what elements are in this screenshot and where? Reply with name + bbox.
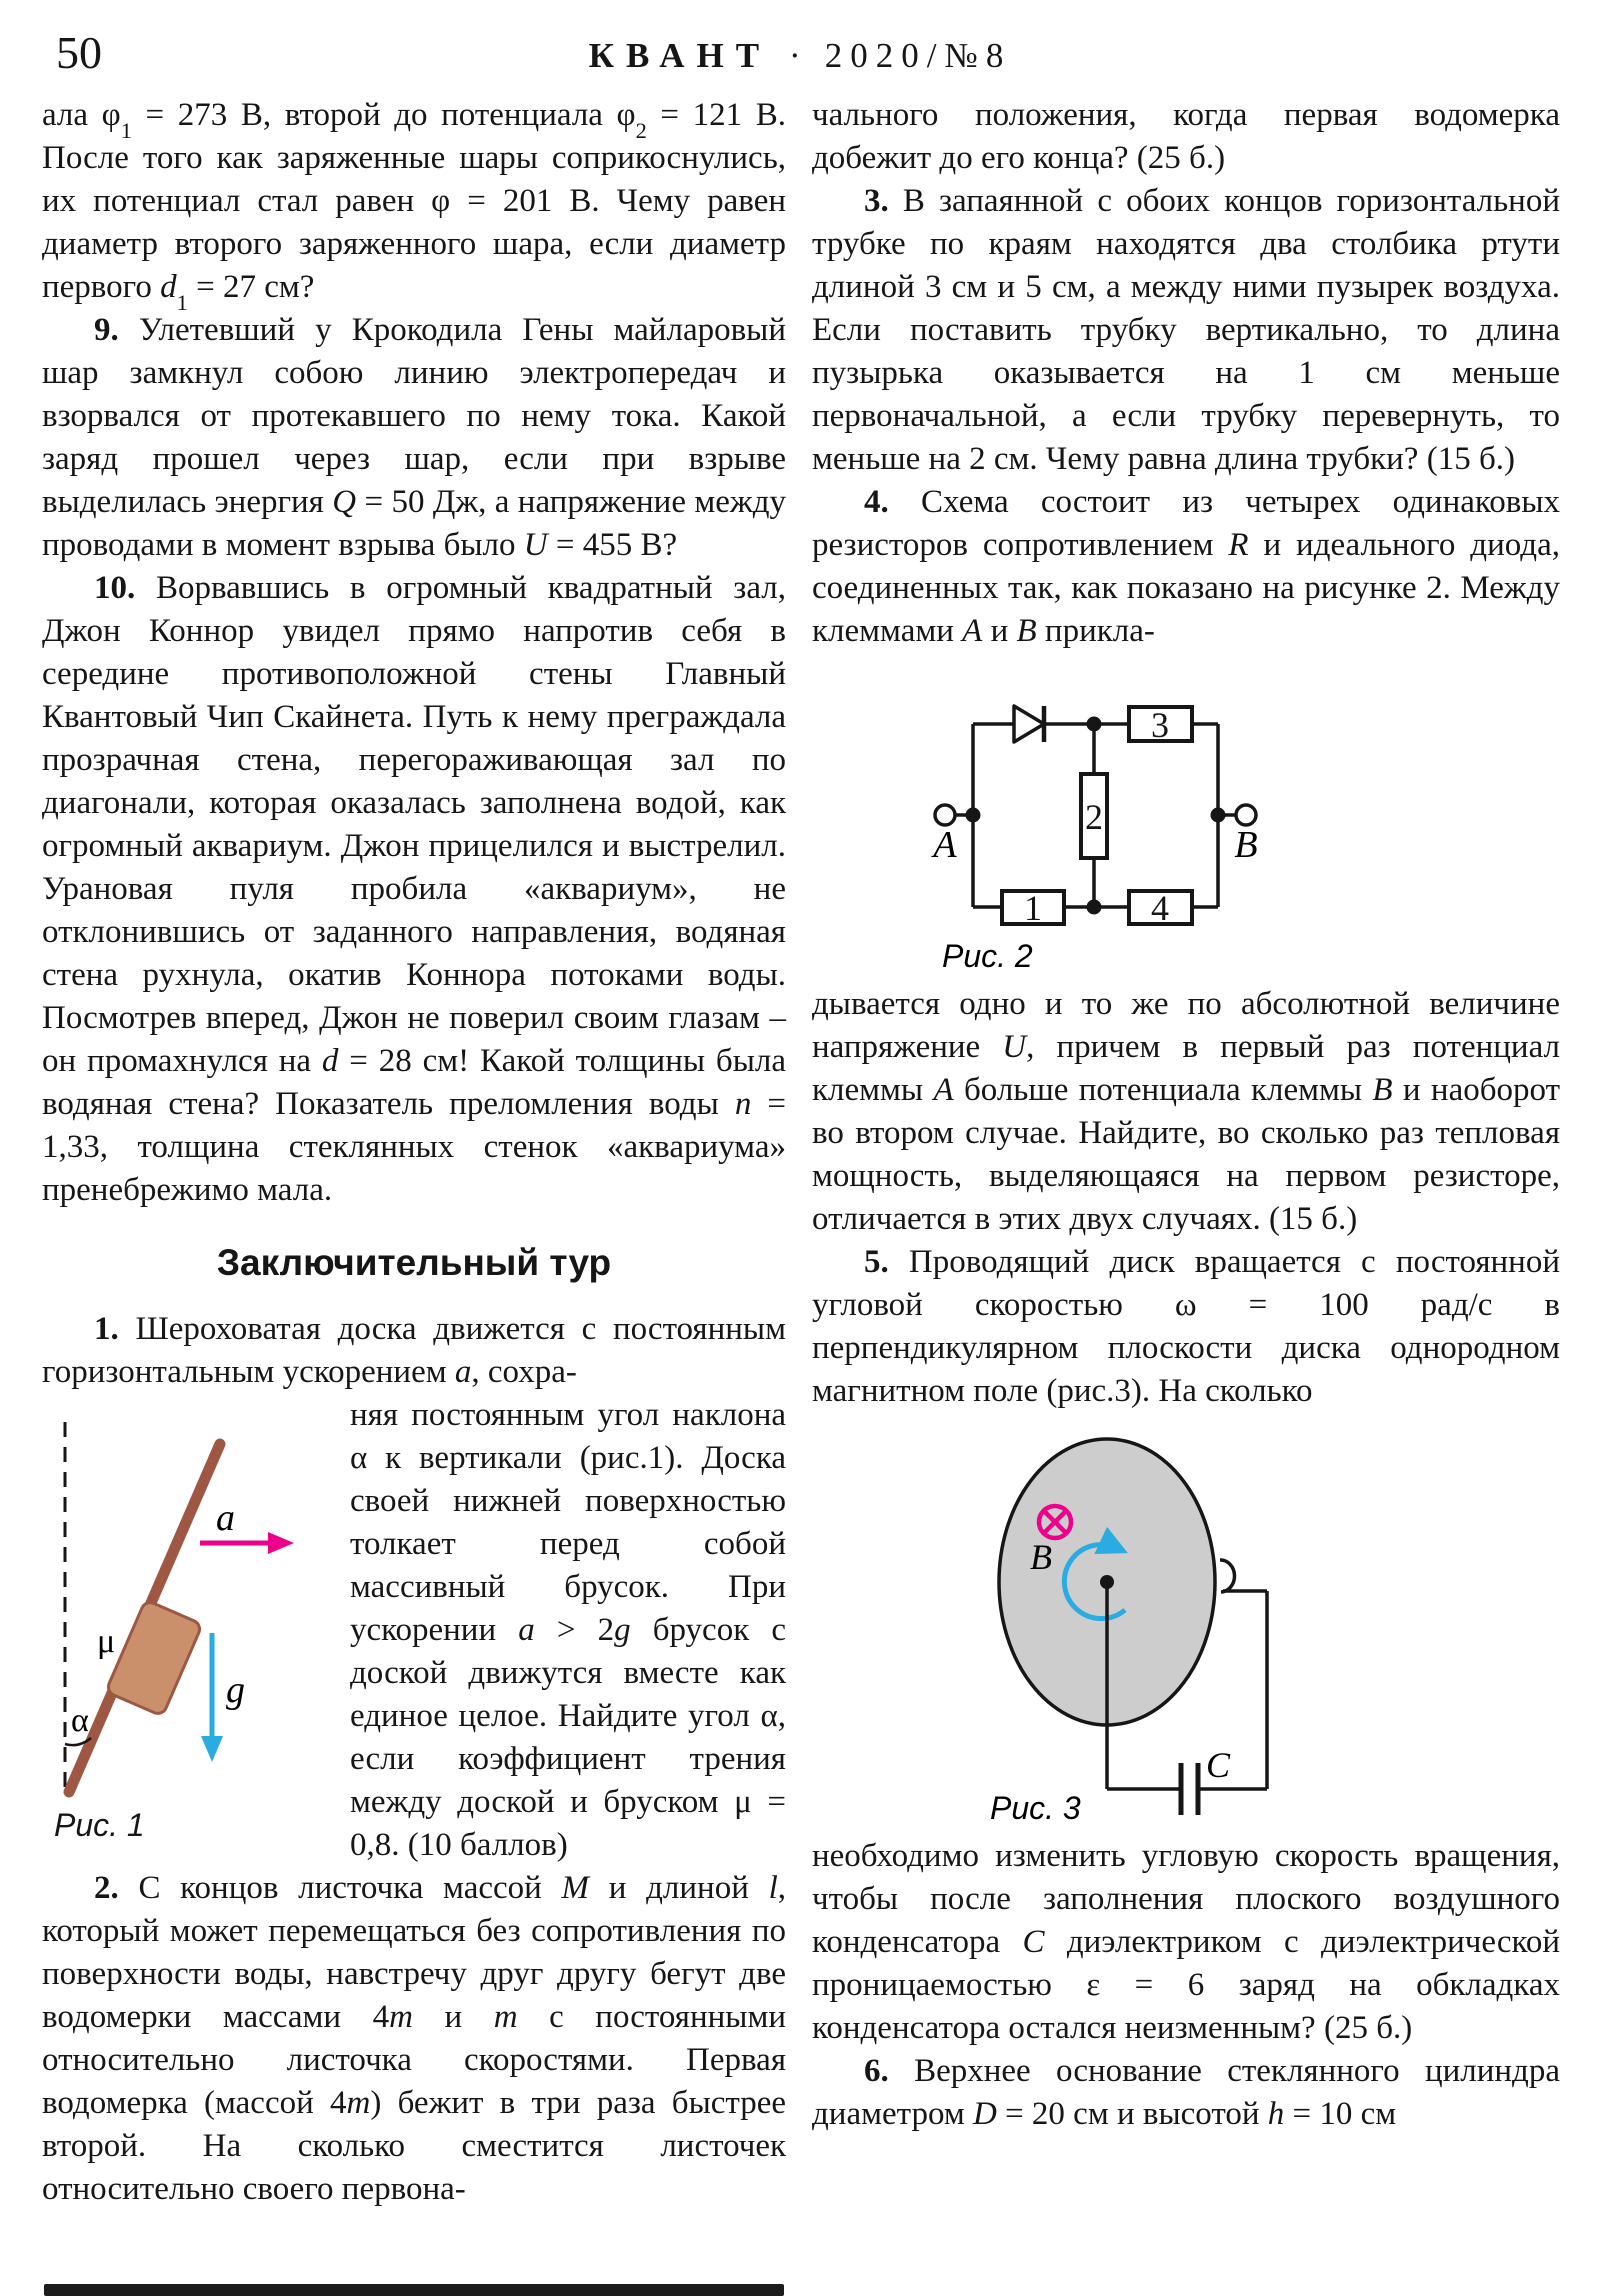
problem-1-text: няя постоянным угол наклона α к вертикали (рис.1). Доска своей нижней поверхностью толкает перед собой массивный брусок. При ускорении a > 2g брусок с доской движутся вместе как единое целое. Найдите угол α, если коэффициент трения между доской и бруском μ = 0,8. (10 баллов): [350, 1397, 786, 1863]
resistor-1-label: 1: [1024, 888, 1042, 928]
node-left: [966, 808, 981, 823]
acceleration-arrowhead: [268, 1532, 294, 1554]
section-heading: Заключительный тур: [216, 1242, 612, 1283]
resistor-2-label: 2: [1085, 797, 1103, 837]
circuit-figure: [852, 667, 1552, 975]
scan-artifact-bar: [44, 2284, 784, 2296]
gravity-label: g: [226, 1669, 245, 1711]
capacitor-label: C: [1206, 1745, 1231, 1785]
figure-2: [812, 667, 1560, 975]
right-column: [812, 94, 1560, 2136]
problem-6: 6. Верхнее основание стеклянного цилиндра диаметром D = 20 см и высотой h = 10 см: [812, 2053, 1560, 2132]
terminal-b-label: B: [1234, 824, 1258, 866]
figure-3: [812, 1427, 1560, 1827]
problem-5: 5. Проводящий диск вращается с постоянной угловой скоростью ω = 100 рад/с в перпендикулярном плоскости диска однородном магнитном поле (рис.3). На сколько: [812, 1244, 1560, 1409]
problem-2: 2. С концов листочка массой M и длиной l, который может перемещаться без сопротивления по поверхности воды, навстречу друг другу бегут две водомерки массами 4m и m с постоянными относительно листочка скоростями. Первая водомерка (массой 4m) бежит в три раза быстрее второй. На сколько сместится листочек относительно своего первона-: [42, 1870, 787, 2207]
gravity-arrowhead: [201, 1736, 223, 1762]
field-label: B: [1030, 1537, 1052, 1577]
paragraph-continuation-4: необходимо изменить угловую скорость вращения, чтобы после заполнения плоского воздушного конденсатора C диэлектриком с диэлектрической проницаемостью ε = 6 заряд на обкладках конденсатора остался неизменным? (25 б.): [812, 1838, 1561, 2046]
terminal-b: [1236, 805, 1256, 825]
problem-10: 10. Ворвавшись в огромный квадратный зал, Джон Коннор увидел прямо напротив себя в середине противоположной стены Главный Квантовый Чип Скайнета. Путь к нему преграждала прозрачная стена, перегораживающая зал по диагонали, которая оказалась заполнена водой, как огромный аквариум. Джон прицелился и выстрелил. Урановая пуля пробила «аквариум», не отклонившись от заданного направления, водяная стена рухнула, окатив Коннора потоками воды. Посмотрев вперед, Джон не поверил своим глазам – он промахнулся на d = 28 см! Какой толщины была водяная стена? Показатель преломления воды n = 1,33, толщина стеклянных стенок «аквариума» пренебрежимо мала.: [42, 570, 786, 1208]
problem-4: 4. Схема состоит из четырех одинаковых резисторов сопротивлением R и идеального диода, соединенных так, как показано на рисунке 2. Между клеммами A и B прикла-: [812, 484, 1560, 649]
figure-1: [42, 1400, 334, 1844]
mu-label: μ: [97, 1623, 116, 1660]
terminal-a-label: A: [933, 824, 957, 866]
node-bottom: [1087, 900, 1102, 915]
journal-header: [0, 36, 1600, 76]
rotating-disk-figure: [852, 1427, 1552, 1827]
inclined-board-figure: [42, 1400, 334, 1798]
resistor-3-label: 3: [1151, 705, 1169, 745]
journal-title: КВАНТ: [588, 36, 772, 75]
block: [106, 1600, 203, 1716]
figure-2-caption: Рис. 2: [942, 938, 1033, 974]
figure-1-caption: Рис. 1: [54, 1807, 145, 1843]
node-right: [1211, 808, 1226, 823]
paragraph-continuation-2: чального положения, когда первая водомерка добежит до его конца? (25 б.): [812, 97, 1560, 176]
node-top: [1087, 717, 1102, 732]
paragraph-continuation: ала $\varphi_1 = 273$ В, второй до потенциала $\varphi_2 = 121$ В. После того как заряженные шары соприкоснулись, их потенциал стал равен φ = 201 В. Чему равен диаметр второго заряженного шара, если диаметр первого $d_1 = 27$ см?: [42, 97, 786, 315]
problem-1-start: 1. Шероховатая доска движется с постоянным горизонтальным ускорением a, сохра-: [42, 1311, 786, 1390]
journal-issue: 2020/№8: [824, 36, 1012, 75]
problem-9: 9. Улетевший у Крокодила Гены майларовый шар замкнул собою линию электропередач и взорвался от протекавшего по нему тока. Какой заряд прошел через шар, если при взрыве выделилась энергия Q = 50 Дж, а напряжение между проводами в момент взрыва было U = 455 В?: [42, 312, 786, 563]
figure-3-caption: Рис. 3: [990, 1790, 1081, 1826]
page-number: 50: [56, 27, 102, 78]
brush-contact: [1220, 1560, 1235, 1592]
terminal-a: [935, 805, 955, 825]
problem-1-body: [42, 1394, 786, 1867]
alpha-label: α: [71, 1702, 89, 1739]
left-column: [42, 94, 786, 2211]
problem-3: 3. В запаянной с обоих концов горизонтальной трубке по краям находятся два столбика ртути длиной 3 см и 5 см, а между ними пузырек воздуха. Если поставить трубку вертикально, то длина пузырька оказывается на 1 см меньше первоначальной, а если трубку перевернуть, то меньше на 2 см. Чему равна длина трубки? (15 б.): [812, 183, 1560, 477]
paragraph-continuation-3: дывается одно и то же по абсолютной величине напряжение U, причем в первый раз потенциал клеммы A больше потенциала клеммы B и наоборот во втором случае. Найдите, во сколько раз тепловая мощность, выделяющаяся на первом резисторе, отличается в этих двух случаях. (15 б.): [812, 986, 1561, 1237]
resistor-4-label: 4: [1151, 888, 1169, 928]
accel-label: a: [216, 1497, 235, 1539]
diode-icon: [1014, 706, 1044, 742]
header-separator: ·: [789, 36, 801, 75]
